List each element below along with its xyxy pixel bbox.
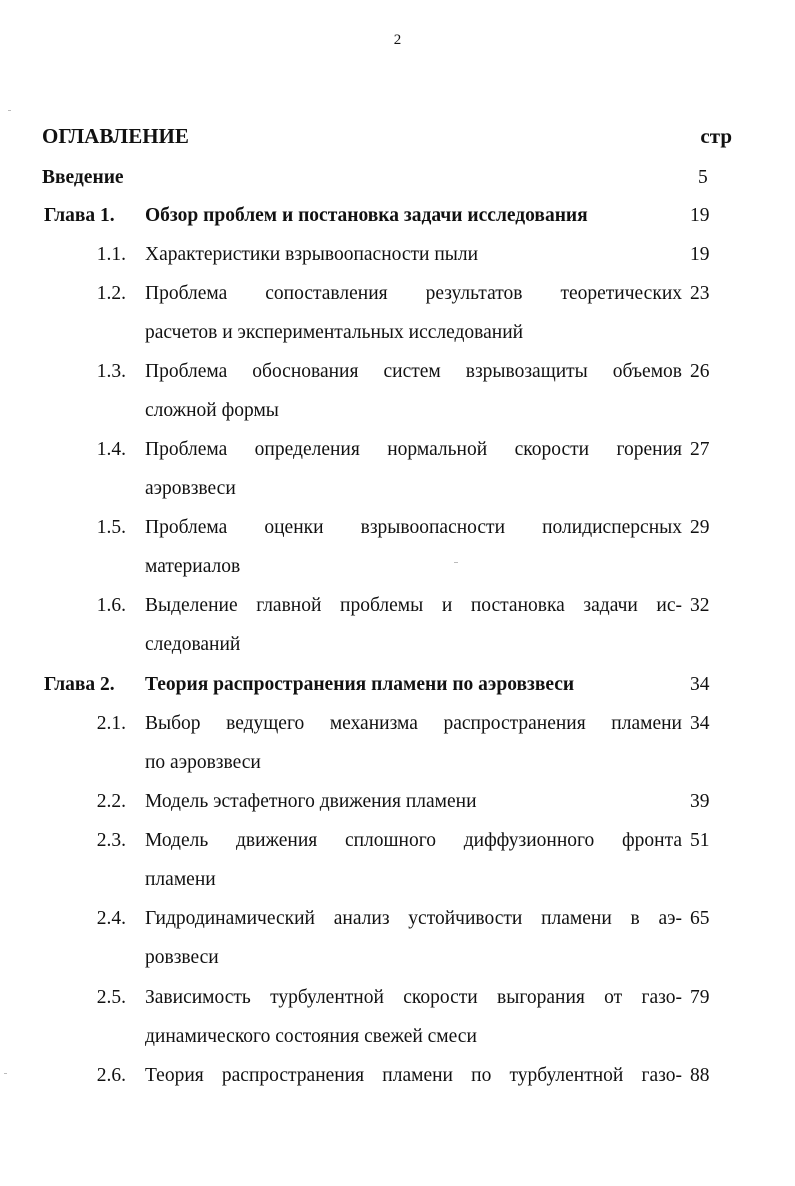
toc-entry-section[interactable] [0,512,795,544]
toc-entry-section[interactable] [0,434,795,466]
section-number: 1.3. [96,361,126,382]
section-continuation [0,551,795,583]
page-number: 2 [393,32,402,48]
section-number: 2.4. [96,908,126,929]
section-number: 1.5. [96,517,126,538]
section-title-line: Характеристики взрывоопасности пыли [145,244,479,265]
section-page: 29 [690,517,710,538]
toc-entry-section[interactable] [0,786,795,818]
section-page: 34 [690,713,710,734]
section-page: 65 [690,908,710,929]
chapter-page: 34 [690,674,710,695]
section-continuation [0,473,795,505]
scan-speck [4,1073,7,1074]
section-title-line: Выделение главной проблемы и постановка задачи ис- [145,595,682,616]
toc-entry-section[interactable] [0,825,795,857]
section-page: 27 [690,439,710,460]
section-title-line: Выбор ведущего механизма распространения пламени [145,713,682,734]
section-continuation [0,747,795,779]
section-continuation [0,629,795,661]
section-title-line: аэровзвеси [145,478,236,499]
pages-column-label: стр [700,124,732,148]
section-title-line: динамического состояния свежей смеси [145,1026,477,1047]
intro-label: Введение [42,167,124,188]
section-number: 2.3. [96,830,126,851]
section-title-line: расчетов и экспериментальных исследований [145,322,524,343]
section-page: 23 [690,283,710,304]
section-continuation [0,317,795,349]
toc-entry-section[interactable] [0,903,795,935]
section-page: 79 [690,987,710,1008]
section-page: 51 [690,830,710,851]
chapter-page: 19 [690,205,710,226]
section-number: 1.6. [96,595,126,616]
toc-entry-chapter-1[interactable] [0,200,795,232]
section-number: 2.1. [96,713,126,734]
section-continuation [0,395,795,427]
section-title-line: Проблема определения нормальной скорости горения [145,439,682,460]
toc-header [42,124,732,154]
section-continuation [0,942,795,974]
section-title-line: Гидродинамический анализ устойчивости пламени в аэ- [145,908,682,929]
section-title-line: Теория распространения пламени по турбулентной газо- [145,1065,682,1086]
section-title-line: Проблема сопоставления результатов теоретических [145,283,682,304]
section-page: 88 [690,1065,710,1086]
scan-speck [8,110,11,111]
section-title-line: ровзвеси [145,947,219,968]
section-number: 1.1. [96,244,126,265]
section-title-line: следований [145,634,241,655]
section-title-line: Зависимость турбулентной скорости выгорания от газо- [145,987,682,1008]
toc-entry-section[interactable] [0,278,795,310]
section-title-line: Модель движения сплошного диффузионного фронта [145,830,682,851]
section-title-line: сложной формы [145,400,279,421]
scan-speck [454,562,458,563]
section-page: 19 [690,244,710,265]
section-title-line: по аэровзвеси [145,752,261,773]
section-page: 39 [690,791,710,812]
intro-page: 5 [698,167,708,188]
toc-entry-section[interactable] [0,590,795,622]
toc-title: ОГЛАВЛЕНИЕ [42,124,189,148]
toc-entry-section[interactable] [0,708,795,740]
section-title-line: материалов [145,556,241,577]
chapter-title: Теория распространения пламени по аэровзвеси [145,674,575,695]
toc-entry-chapter-2[interactable] [0,669,795,701]
section-number: 2.6. [96,1065,126,1086]
section-number: 2.5. [96,987,126,1008]
section-title-line: Проблема обоснования систем взрывозащиты объемов [145,361,682,382]
chapter-number: Глава 2. [44,674,115,695]
section-title-line: пламени [145,869,216,890]
section-number: 2.2. [96,791,126,812]
section-number: 1.4. [96,439,126,460]
section-page: 26 [690,361,710,382]
section-title-line: Проблема оценки взрывоопасности полидисперсных [145,517,682,538]
section-title-line: Модель эстафетного движения пламени [145,791,477,812]
section-page: 32 [690,595,710,616]
section-continuation [0,864,795,896]
toc-entry-section[interactable] [0,1060,795,1092]
toc-entry-section[interactable] [0,239,795,271]
chapter-title: Обзор проблем и постановка задачи исследования [145,205,588,226]
toc-entry-section[interactable] [0,356,795,388]
section-number: 1.2. [96,283,126,304]
chapter-number: Глава 1. [44,205,115,226]
section-continuation [0,1021,795,1053]
toc-entry-intro[interactable] [0,162,795,194]
toc-entry-section[interactable] [0,982,795,1014]
